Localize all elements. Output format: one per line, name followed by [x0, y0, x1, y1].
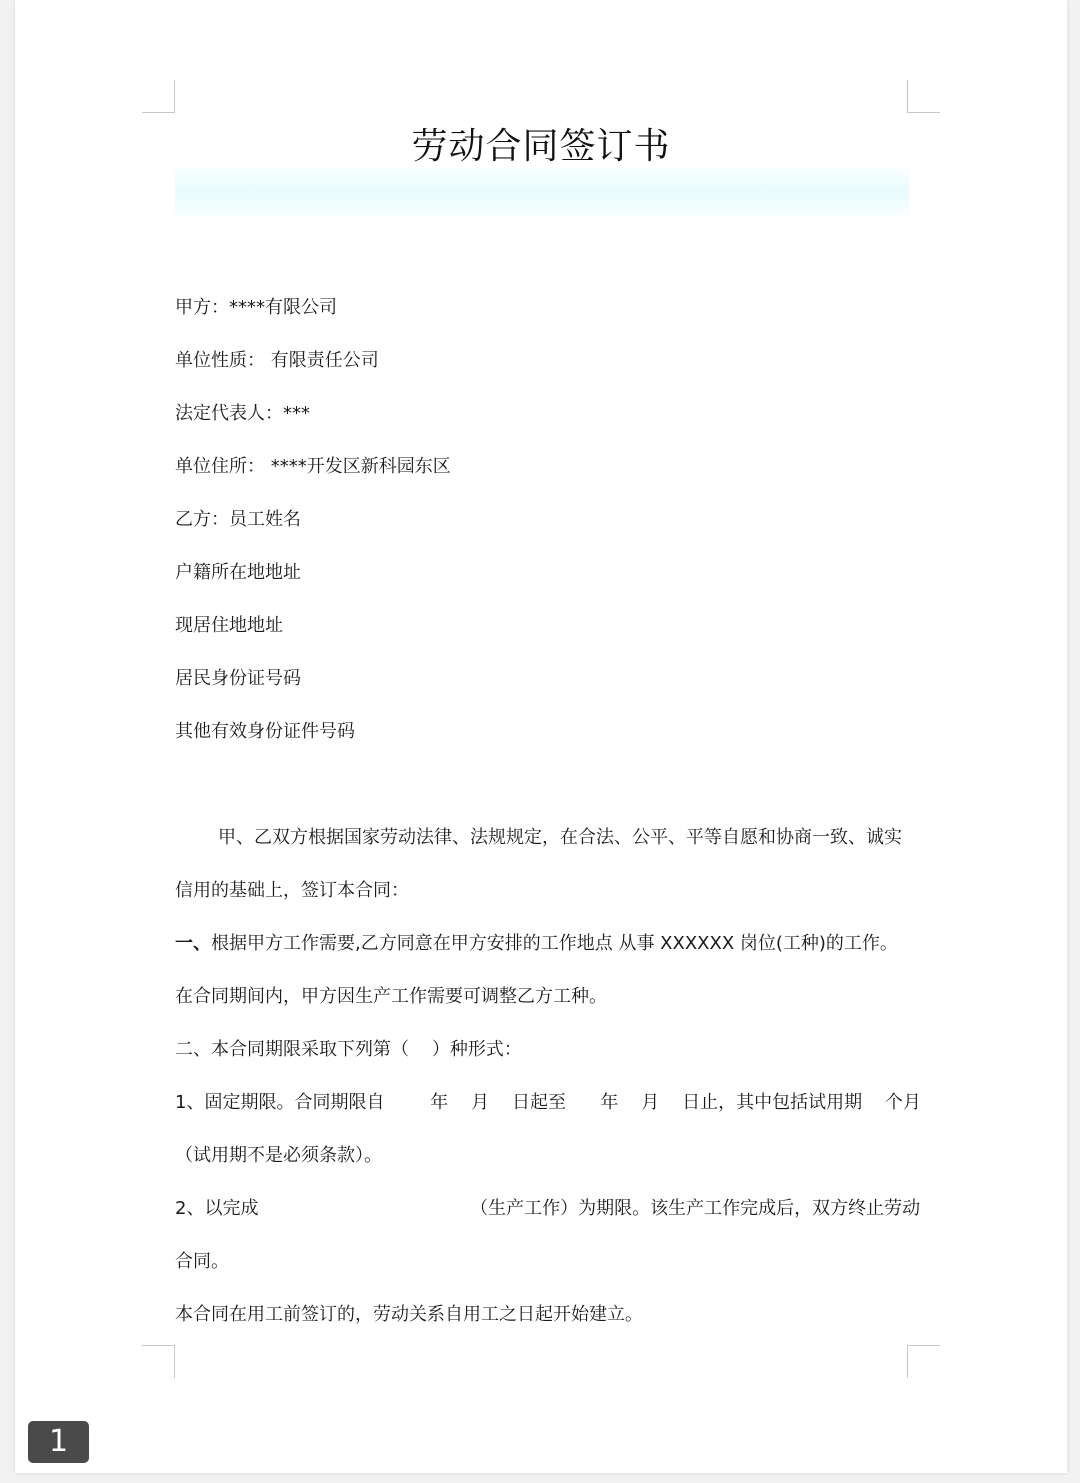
preamble-line-2: 信用的基础上，签订本合同： [175, 880, 409, 901]
margin-corner-bottom-left [142, 1345, 175, 1378]
clause-1 [175, 932, 898, 956]
clause-1-continued: 在合同期间内，甲方因生产工作需要可调整乙方工种。 [175, 986, 607, 1007]
title-highlight [175, 168, 909, 216]
id-card-number: 居民身份证号码 [175, 668, 301, 689]
item-2-line-2: 合同。 [175, 1251, 229, 1272]
clause-1-number: 一、 [175, 933, 211, 954]
margin-corner-top-left [142, 80, 175, 113]
legal-representative: 法定代表人：*** [175, 403, 310, 424]
unit-nature: 单位性质： 有限责任公司 [175, 350, 379, 371]
preamble-line-1: 甲、乙双方根据国家劳动法律、法规规定，在合法、公平、平等自愿和协商一致、诚实 [218, 827, 902, 848]
current-address: 现居住地地址 [175, 615, 283, 636]
page-number-badge[interactable]: 1 [28, 1421, 89, 1463]
document-page [15, 0, 1067, 1473]
unit-address: 单位住所： ****开发区新科园东区 [175, 456, 451, 477]
clause-1-text: 根据甲方工作需要,乙方同意在甲方安排的工作地点 从事 XXXXXX 岗位(工种)的工作。 [211, 933, 898, 954]
document-title: 劳动合同签订书 [411, 126, 671, 167]
party-b: 乙方：员工姓名 [175, 509, 301, 530]
margin-corner-bottom-right [907, 1345, 940, 1378]
item-1-line-2: （试用期不是必须条款）。 [175, 1145, 382, 1166]
margin-corner-top-right [907, 80, 940, 113]
household-address: 户籍所在地地址 [175, 562, 301, 583]
closing-line: 本合同在用工前签订的，劳动关系自用工之日起开始建立。 [175, 1304, 643, 1325]
item-2-line-1: 2、以完成 （生产工作）为期限。该生产工作完成后，双方终止劳动 [175, 1198, 921, 1219]
other-id-number: 其他有效身份证件号码 [175, 721, 355, 742]
clause-2: 二、本合同期限采取下列第（ ）种形式： [175, 1039, 522, 1060]
party-a: 甲方：****有限公司 [175, 297, 337, 318]
item-1-line-1: 1、固定期限。合同期限自 年 月 日起至 年 月 日止，其中包括试用期 个月 [175, 1092, 921, 1113]
